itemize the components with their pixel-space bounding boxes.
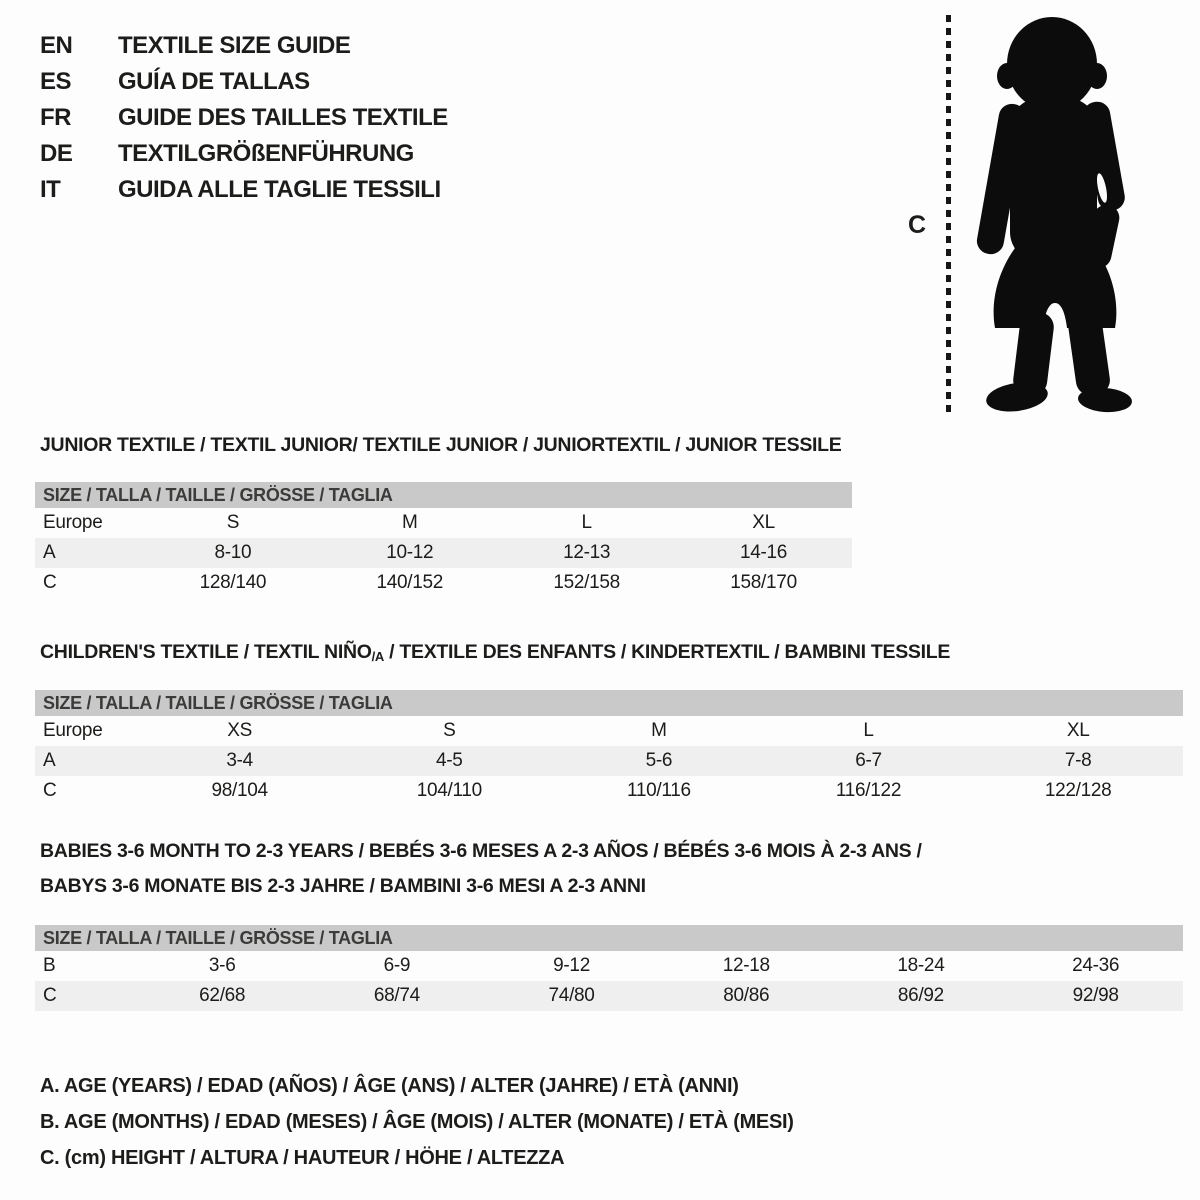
size-cell: L <box>863 720 874 741</box>
size-cell: L <box>581 512 592 533</box>
age-cell: 8-10 <box>144 538 321 568</box>
height-cell: 80/86 <box>659 981 834 1011</box>
table-row <box>35 568 852 598</box>
guide-title-it: GUIDA ALLE TAGLIE TESSILI <box>118 176 441 203</box>
table-row <box>35 981 1183 1011</box>
size-cell: M <box>402 512 418 533</box>
language-code: EN <box>40 32 73 59</box>
height-cell: 110/116 <box>627 780 691 801</box>
legend-age-years: A. AGE (YEARS) / EDAD (AÑOS) / ÂGE (ANS) / ALTER (JAHRE) / ETÀ (ANNI) <box>40 1075 739 1097</box>
language-row-it <box>40 172 448 208</box>
age-cell: 7-8 <box>973 746 1183 776</box>
row-label: Europe <box>43 720 103 741</box>
months-cell: 9-12 <box>553 955 590 976</box>
table-row <box>35 716 1183 746</box>
row-label: A <box>35 538 144 568</box>
table-row <box>35 746 1183 776</box>
children-size-table <box>35 690 1183 806</box>
height-cell: 74/80 <box>484 981 659 1011</box>
height-cell: 104/110 <box>416 780 482 801</box>
babies-section-title-line2: BABYS 3-6 MONATE BIS 2-3 JAHRE / BAMBINI 3-6 MESI A 2-3 ANNI <box>40 875 646 897</box>
height-cell: 140/152 <box>376 572 444 593</box>
row-label: A <box>35 746 135 776</box>
height-cell: 86/92 <box>834 981 1009 1011</box>
size-cell: XL <box>1066 720 1090 741</box>
age-cell: 14-16 <box>675 538 852 568</box>
age-cell: 6-7 <box>764 746 974 776</box>
age-cell: 4-5 <box>344 746 554 776</box>
legend-height-cm: C. (cm) HEIGHT / ALTURA / HAUTEUR / HÖHE / ALTEZZA <box>40 1147 565 1169</box>
language-code: FR <box>40 104 71 131</box>
height-cell: 92/98 <box>1008 981 1183 1011</box>
age-cell: 3-4 <box>135 746 345 776</box>
size-header-bar: SIZE / TALLA / TAILLE / GRÖSSE / TAGLIA <box>35 690 1183 716</box>
language-row-es <box>40 64 448 100</box>
height-cell: 98/104 <box>211 780 268 801</box>
age-cell: 12-13 <box>498 538 675 568</box>
months-cell: 18-24 <box>897 955 945 976</box>
height-cell: 68/74 <box>310 981 485 1011</box>
height-cell: 128/140 <box>199 572 267 593</box>
height-cell: 116/122 <box>835 780 902 801</box>
table-row <box>35 951 1183 981</box>
row-label: C <box>43 780 57 801</box>
height-measure-dashed-line <box>946 15 951 415</box>
months-cell: 12-18 <box>722 955 770 976</box>
table-row <box>35 508 852 538</box>
height-cell: 62/68 <box>135 981 310 1011</box>
height-cell: 152/158 <box>553 572 620 593</box>
children-title-sub: /A <box>371 649 385 664</box>
row-label: C <box>35 981 135 1011</box>
children-title-suffix: / TEXTILE DES ENFANTS / KINDERTEXTIL / BAMBINI TESSILE <box>384 641 951 663</box>
language-row-de <box>40 136 448 172</box>
age-cell: 10-12 <box>321 538 498 568</box>
size-cell: XL <box>752 512 775 533</box>
children-title-prefix: CHILDREN'S TEXTILE / TEXTIL NIÑO <box>40 641 372 663</box>
legend-age-months: B. AGE (MONTHS) / EDAD (MESES) / ÂGE (MOIS) / ALTER (MONATE) / ETÀ (MESI) <box>40 1111 794 1133</box>
junior-size-table <box>35 482 852 598</box>
size-header-bar: SIZE / TALLA / TAILLE / GRÖSSE / TAGLIA <box>35 482 852 508</box>
guide-title-en: TEXTILE SIZE GUIDE <box>118 32 351 59</box>
babies-section-title-line1: BABIES 3-6 MONTH TO 2-3 YEARS / BEBÉS 3-6 MESES A 2-3 AÑOS / BÉBÉS 3-6 MOIS À 2-3 ANS / <box>40 840 922 862</box>
children-section-title <box>40 641 950 664</box>
row-label: B <box>43 955 56 976</box>
table-row <box>35 776 1183 806</box>
legend <box>40 1068 794 1176</box>
language-row-fr <box>40 100 448 136</box>
size-cell: M <box>651 720 667 741</box>
language-code: ES <box>40 68 72 95</box>
language-row-en <box>40 28 448 64</box>
size-header-bar: SIZE / TALLA / TAILLE / GRÖSSE / TAGLIA <box>35 925 1183 951</box>
months-cell: 3-6 <box>208 955 236 976</box>
months-cell: 6-9 <box>383 955 411 976</box>
guide-title-es: GUÍA DE TALLAS <box>118 68 310 95</box>
height-cell: 122/128 <box>1044 780 1112 801</box>
guide-title-de: TEXTILGRÖßENFÜHRUNG <box>118 140 414 167</box>
language-code: IT <box>40 176 61 203</box>
height-cell: 158/170 <box>730 572 797 593</box>
row-label: C <box>43 572 57 593</box>
babies-size-table <box>35 925 1183 1011</box>
height-measure-label: C <box>908 211 926 239</box>
toddler-silhouette-icon <box>955 12 1165 417</box>
size-cell: S <box>226 512 240 533</box>
language-title-list <box>40 28 448 208</box>
language-code: DE <box>40 140 73 167</box>
row-label: Europe <box>43 512 103 533</box>
size-cell: S <box>443 720 456 741</box>
table-row <box>35 538 852 568</box>
months-cell: 24-36 <box>1072 955 1120 976</box>
age-cell: 5-6 <box>554 746 764 776</box>
size-cell: XS <box>227 720 253 741</box>
guide-title-fr: GUIDE DES TAILLES TEXTILE <box>118 104 448 131</box>
junior-section-title: JUNIOR TEXTILE / TEXTIL JUNIOR/ TEXTILE JUNIOR / JUNIORTEXTIL / JUNIOR TESSILE <box>40 434 842 456</box>
